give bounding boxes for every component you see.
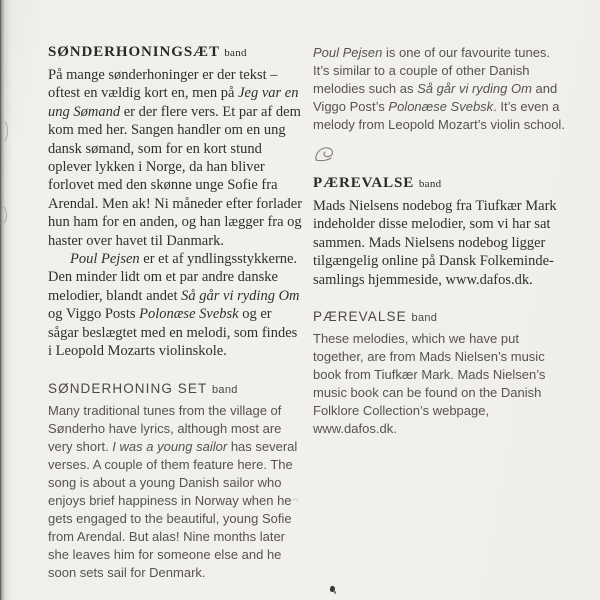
text-run: Many traditional tunes from the village of Sønderho have lyrics, although most are very short. bbox=[48, 402, 282, 454]
danish-paragraph: Mads Nielsens nodebog fra Tiufkær Mark indeholder disse melodier, som vi har sat sammen. Mads Nielsens nodebog ligger tilgængelig online på Dansk Folkemindesamlings hjemmeside, www.dafos.dk. bbox=[313, 198, 557, 288]
danish-section-heading-text: PÆREVALSE bbox=[313, 175, 415, 191]
heading-band-tag: band bbox=[418, 178, 442, 190]
leaf-flourish-icon bbox=[313, 144, 567, 166]
danish-section-heading bbox=[313, 175, 567, 192]
english-section-heading bbox=[48, 381, 304, 396]
ink-speck bbox=[334, 591, 336, 594]
text-run: og er sågar beslægtet med en melodi, som findes i Leopold Mozarts violinskole. bbox=[48, 306, 298, 360]
text-run: På mange sønderhoninger er der tekst – oftest en vældig kort en, men på bbox=[48, 67, 278, 102]
song-title-run: Polonæse Svebsk bbox=[139, 306, 239, 323]
text-run: has several verses. A couple of them feature here. The song is about a young Danish sailor who enjoys brief happiness in Norway when he gets engaged to the beautiful, young Sofie from Arendal. But alas! Nine months later she leaves him for someone else and he soon sets sail for Denmark. bbox=[48, 438, 298, 580]
heading-band-tag: band bbox=[224, 47, 247, 59]
text-run: is one of our favourite tunes. It’s similar to a couple of other Danish melodies such as bbox=[313, 45, 551, 96]
english-intro-paragraph bbox=[313, 44, 567, 134]
song-title-run: Så går vi ryding Om bbox=[417, 81, 532, 96]
song-title-run: Poul Pejsen bbox=[70, 251, 140, 268]
danish-paragraph-2 bbox=[48, 250, 304, 360]
heading-band-tag: band bbox=[211, 383, 238, 396]
scan-smudge bbox=[0, 118, 8, 144]
english-paragraph: These melodies, which we have put together, are from Mads Nielsen’s music book from Tiufkær Mark. Mads Nielsen’s music book can be found on the Danish Folklore Collection’s webpage, www.dafos.dk. bbox=[313, 331, 546, 437]
text-run: og Viggo Posts bbox=[48, 306, 140, 323]
song-title-run: Polonæse Svebsk bbox=[388, 99, 494, 114]
text-run: er der flere vers. Et par af dem kom med her. Sangen handler om en ung dansk sømand, som for en kort stund oplever lykken i Norge, da han bliver forlovet med den skønne unge Sofie fra Arendal. Men ak! Ni måneder efter forlader hun ham for en anden, og han lægger fra og haster over havet til Danmark. bbox=[48, 103, 303, 249]
song-title-run: I was a young sailor bbox=[112, 438, 228, 454]
right-column bbox=[313, 44, 567, 438]
song-title-run: Poul Pejsen bbox=[313, 45, 383, 60]
ink-speck bbox=[329, 585, 336, 592]
english-section-heading bbox=[313, 309, 567, 324]
scan-smudge bbox=[0, 204, 7, 226]
text-run: and Viggo Post’s bbox=[313, 81, 558, 114]
song-title-run: Så går vi ryding Om bbox=[181, 287, 300, 304]
heading-band-tag: band bbox=[411, 312, 438, 325]
left-column bbox=[48, 44, 304, 582]
text-run: . It’s even a melody from Leopold Mozart’s violin school. bbox=[313, 99, 565, 132]
danish-paragraph-1 bbox=[48, 66, 304, 250]
danish-section-heading bbox=[48, 44, 304, 61]
text-run: er et af yndlingsstykkerne. Den minder lidt om et par andre danske melodier, blandt andet bbox=[48, 251, 298, 304]
english-section-heading-text: SØNDERHONING SET bbox=[48, 380, 208, 396]
danish-section-heading-text: SØNDERHONINGSÆT bbox=[48, 44, 220, 60]
english-paragraph bbox=[48, 402, 304, 582]
spine-shadow bbox=[0, 0, 12, 600]
english-section-heading-text: PÆREVALSE bbox=[313, 309, 407, 325]
song-title-run: Jeg var en ung Sømand bbox=[48, 85, 299, 120]
